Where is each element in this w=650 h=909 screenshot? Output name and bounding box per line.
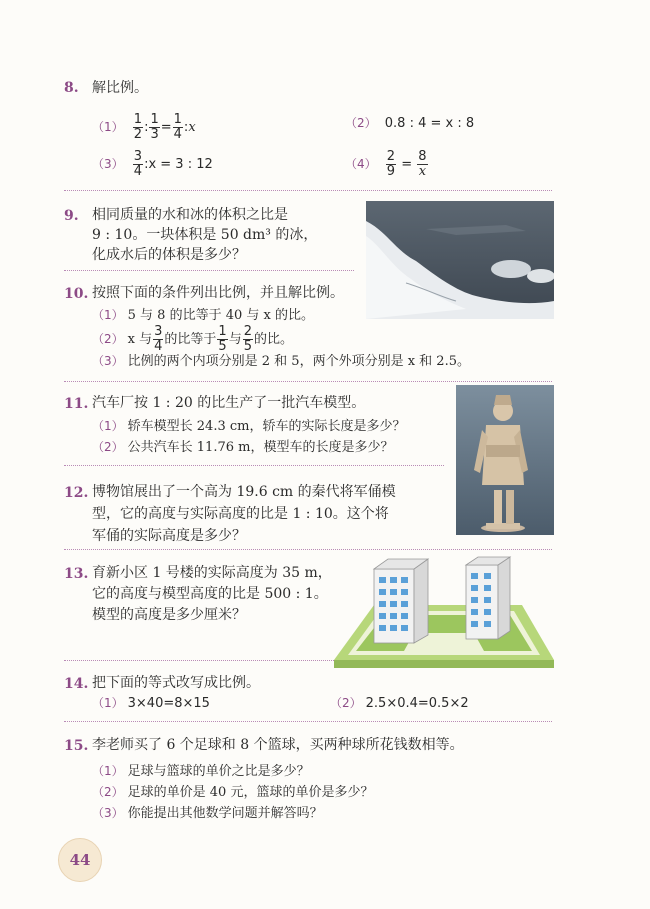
divider (64, 660, 334, 661)
problem-line: 育新小区 1 号楼的实际高度为 35 m， (92, 565, 332, 581)
fraction: $\frac{1}{2}$ (133, 112, 143, 142)
divider (64, 465, 444, 466)
problem-line: 型，它的高度与实际高度的比是 1 : 10。这个将 (92, 506, 389, 522)
divider (64, 549, 552, 550)
problem-line: 博物馆展出了一个高为 19.6 cm 的秦代将军俑模 (92, 484, 396, 500)
sub-item: （4） $\frac{2}{9}$ = $\frac{8}{x}$ (345, 149, 427, 179)
problem-line: 军俑的实际高度是多少？ (92, 528, 246, 544)
problem-title: 李老师买了 6 个足球和 8 个篮球，买两种球所花钱数相等。 (92, 737, 464, 753)
problem-title: 按照下面的条件列出比例，并且解比例。 (92, 285, 344, 301)
problem-line: 模型的高度是多少厘米？ (92, 607, 246, 623)
problem-number: 9. (64, 208, 79, 224)
problem-number: 15. (64, 738, 89, 754)
divider (64, 270, 354, 271)
sub-item: （1） 5 与 8 的比等于 40 与 x 的比。 (92, 308, 314, 323)
divider (64, 381, 552, 382)
problem-line: 9 : 10。一块体积是 50 dm³ 的冰， (92, 227, 318, 243)
sub-item: （3） 你能提出其他数学问题并解答吗？ (92, 806, 323, 821)
sub-item: （2） 2.5×0.4=0.5×2 (330, 696, 469, 711)
problem-line: 它的高度与模型高度的比是 500 : 1。 (92, 586, 328, 602)
problem-number: 12. (64, 485, 89, 501)
problem-line: 化成水后的体积是多少？ (92, 247, 246, 263)
fraction: $\frac{1}{5}$ (218, 324, 227, 354)
sub-item: （3） 比例的两个内项分别是 2 和 5，两个外项分别是 x 和 2.5。 (92, 354, 470, 369)
divider (64, 721, 552, 722)
problem-number: 11. (64, 396, 89, 412)
sub-item: （1） $\frac{1}{2}$ : $\frac{1}{3}$ = $\frac{1}{4}$ :x (92, 112, 196, 142)
sub-item: （1） 3×40=8×15 (92, 696, 210, 711)
fraction: $\frac{2}{5}$ (243, 324, 252, 354)
problem-number: 14. (64, 676, 89, 692)
problem-title: 解比例。 (92, 80, 148, 96)
fraction: $\frac{8}{x}$ (418, 149, 427, 179)
fraction: $\frac{1}{4}$ (173, 112, 182, 142)
sub-item: （3） $\frac{3}{4}$ :x = 3 : 12 (92, 149, 213, 179)
sub-item: （2） 0.8 : 4 = x : 8 (345, 116, 475, 131)
problem-number: 13. (64, 566, 89, 582)
sub-item: （2） 足球的单价是 40 元，篮球的单价是多少？ (92, 785, 374, 800)
problem-title: 把下面的等式改写成比例。 (92, 675, 260, 691)
problem-line: 相同质量的水和冰的体积之比是 (92, 207, 288, 223)
building-model-illustration (334, 555, 554, 675)
sub-item: （2） x 与 $\frac{3}{4}$ 的比等于 $\frac{1}{5}$ 与 $\frac{2}{5}$ 的比。 (92, 324, 293, 354)
problem-title: 汽车厂按 1 : 20 的比生产了一批汽车模型。 (92, 395, 366, 411)
fraction: $\frac{1}{3}$ (150, 112, 159, 142)
fraction: $\frac{3}{4}$ (154, 324, 163, 354)
fraction: $\frac{3}{4}$ (133, 149, 143, 179)
ice-water-photo (366, 201, 554, 319)
sub-item: （2） 公共汽车长 11.76 m，模型车的长度是多少？ (92, 440, 394, 455)
problem-number: 10. (64, 286, 89, 302)
page-number: 44 (58, 838, 102, 882)
problem-number: 8. (64, 80, 79, 96)
fraction: $\frac{2}{9}$ (386, 149, 396, 179)
terracotta-warrior-photo (456, 385, 554, 535)
sub-item: （1） 轿车模型长 24.3 cm，轿车的实际长度是多少？ (92, 419, 406, 434)
divider (64, 190, 552, 191)
sub-item: （1） 足球与篮球的单价之比是多少？ (92, 764, 310, 779)
